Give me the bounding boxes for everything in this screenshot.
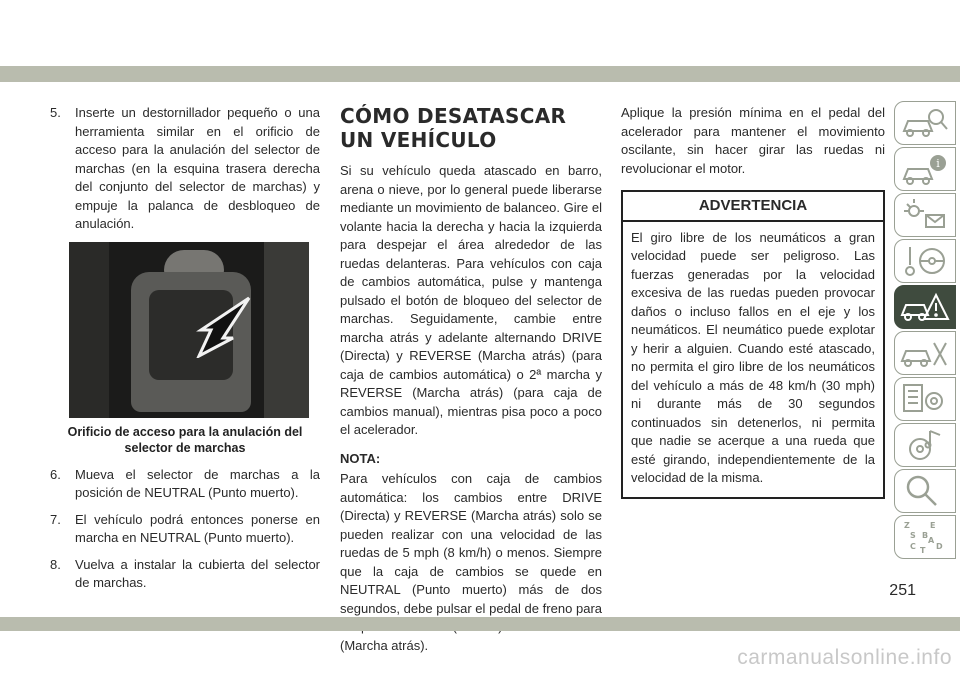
section-title: CÓMO DESATASCAR UN VEHÍCULO [340,104,567,152]
warning-text: El giro libre de los neumáticos a gran velocidad puede ser peligroso. Las fuerzas generadas por la velocidad excesiva de las ruedas pueden provocar daños o incluso fallos en el eje y los neumáticos. El neumático puede explotar y herir a alguien. Cuando esté atascado, no permita el giro libre de los neumáticos del vehículo a más de 48 km/h (30 mph) ni durante más de 30 segundos continuados sin detenerlos, ni permita que nadie se acerque a una rueda que esté girando, independientemente de la velocidad de la misma. [631,229,875,485]
step-text: Mueva el selector de marchas a la posición de NEUTRAL (Punto muerto). [75,466,320,500]
bottom-color-bar [0,617,960,631]
step-number: 7. [50,511,61,527]
footer-watermark[interactable]: carmanualsonline.info [737,646,952,669]
tab-specs[interactable] [886,377,960,421]
tab-index[interactable] [886,515,960,559]
step-text: Vuelva a instalar la cubierta del selector de marchas. [75,556,320,590]
specs-gear-icon [900,381,950,417]
step-7 [50,511,320,548]
step-text: El vehículo podrá entonces ponerse en marcha en NEUTRAL (Punto muerto). [75,511,320,545]
accelerator-paragraph: Aplique la presión mínima en el pedal del acelerador para mantener el movimiento oscilante, sin hacer girar las ruedas ni revolucionar el motor. [621,105,885,176]
steering-wheel-icon [900,243,950,279]
car-wrench-icon [900,335,950,371]
top-color-bar [0,66,960,82]
note-heading: NOTA: [340,450,381,466]
index-letter: T [920,546,926,555]
car-info-icon [900,151,950,187]
warning-lights-icon [900,197,950,233]
index-letter: D [936,542,943,551]
index-letter: Z [904,521,910,530]
magnifier-icon [900,473,950,509]
index-letter: A [928,536,935,545]
svg-text:i: i [936,157,940,170]
step-number: 8. [50,556,61,572]
note-text: Para vehículos con caja de cambios automática: los cambios entre DRIVE (Directa) y REVERSE (Marcha atrás) solo se pueden realizar con una velocidad de las ruedas de 5 mph (8 km/h) o menos. Siempre que la caja de cambios se quede en NEUTRAL (Punto muerto) más de dos segundos, debe pulsar el pedal de freno para (Marcha atrás). [340,471,602,653]
tab-music-nav[interactable] [886,423,960,467]
index-letter: C [910,542,916,551]
car-hazard-icon [900,289,950,325]
tab-car-search[interactable] [886,101,960,145]
step-8 [50,556,320,593]
steps-list-b [50,466,320,593]
step-5 [50,104,320,234]
rocking-paragraph: Si su vehículo queda atascado en barro, arena o nieve, por lo general puede liberarse mediante un movimiento de balanceo. Gire el volante hacia la derecha y hacia la izquierda para despejar el área alrededor de las ruedas delanteras. Para vehículos con caja de cambios automática, pulse y mantenga pulsado el botón de bloqueo del selector de marchas. Seguidamente, cambie entre marcha atrás y adelante alternando DRIVE (Directa) y REVERSE (Marcha atrás) (para caja de cambios automática) o 2ª marcha y REVERSE (Marcha atrás) (para caja de cambios manual), mientras pisa poco a poco el acelerador. [340,163,602,437]
left-column [50,104,320,601]
tab-steering[interactable] [886,239,960,283]
top-band [0,0,960,66]
tab-car-hazard[interactable] [886,285,960,329]
step-number: 5. [50,105,61,120]
tab-car-wrench[interactable] [886,331,960,375]
tab-car-info[interactable] [886,147,960,191]
middle-column [340,104,602,665]
car-search-icon [900,105,950,141]
index-letter: S [910,531,916,540]
pointer-arrow-icon [189,294,253,358]
warning-heading: ADVERTENCIA [623,192,883,222]
tab-search[interactable] [886,469,960,513]
tab-warning-lights[interactable] [886,193,960,237]
warning-box [621,190,885,499]
steps-list-a [50,104,320,234]
photo-caption: Orificio de acceso para la anulación del selector de marchas [67,424,303,455]
photo-dash-right [264,242,309,418]
step-6 [50,466,320,503]
index-letters-icon [900,519,950,555]
chapter-tabs [886,101,960,561]
page-number: 251 [889,582,916,599]
step-text: Inserte un destornillador pequeño o una herramienta similar en el orificio de acceso para la anulación del selector de marchas (en la esquina trasera derecha del conjunto del selector de marchas) y empuje la palanca de desbloqueo de anulación. [75,105,320,231]
right-column [621,104,885,499]
step-number: 6. [50,466,61,482]
index-letter: E [930,521,936,530]
shift-selector-photo [69,242,309,418]
photo-dash-left [69,242,109,418]
index-letter: B [922,531,929,540]
music-nav-icon [900,427,950,463]
